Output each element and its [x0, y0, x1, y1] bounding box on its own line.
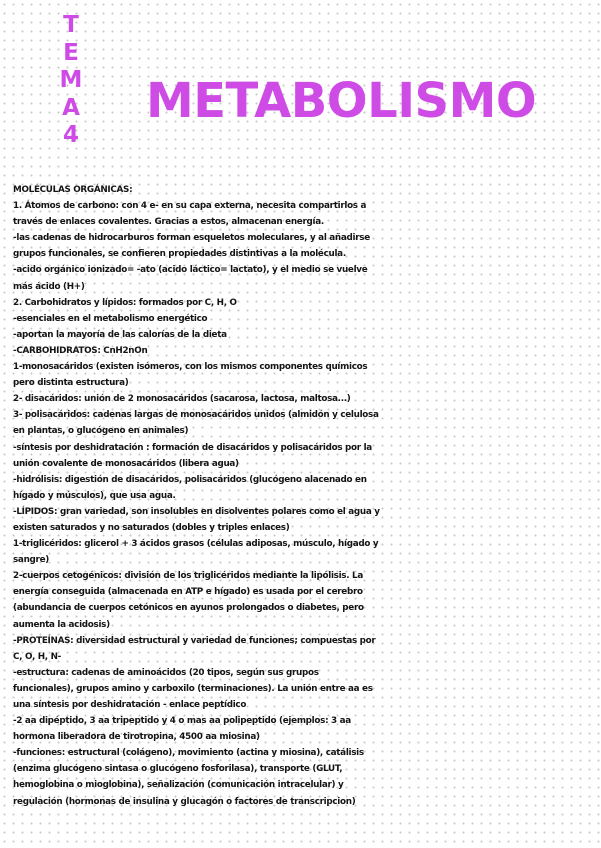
- page-title: METABOLISMO: [146, 73, 537, 129]
- note-line: unión covalente de monosacáridos (libera agua): [13, 458, 239, 469]
- note-line: más ácido (H+): [13, 281, 85, 292]
- note-line: -síntesis por deshidratación : formación de disacáridos y polisacáridos por la: [13, 442, 372, 453]
- note-line: funcionales), grupos amino y carboxilo (terminaciones). La unión entre aa es: [13, 683, 373, 694]
- note-line: -estructura: cadenas de aminoácidos (20 tipos, según sus grupos: [13, 667, 319, 678]
- note-line: hemoglobina o mioglobina), señalización (comunicación intracelular) y: [13, 780, 344, 791]
- note-line: hígado y músculos), que usa agua.: [13, 490, 176, 501]
- note-line: -funciones: estructural (colágeno), movimiento (actina y miosina), catálisis: [13, 748, 364, 759]
- note-line: -CARBOHIDRATOS: CnH2nOn: [13, 345, 148, 356]
- vertical-letter: T: [63, 12, 79, 38]
- note-line: una síntesis por deshidratación - enlace peptídico: [13, 700, 247, 710]
- note-line: sangre): [13, 555, 49, 566]
- notes-body: [13, 182, 593, 810]
- note-line: 1. Átomos de carbono: con 4 e- en su capa externa, necesita compartirlos a: [13, 201, 367, 212]
- note-line: -aportan la mayoría de las calorías de la dieta: [13, 329, 227, 340]
- vertical-letter: M: [59, 67, 83, 93]
- note-line: regulación (hormonas de insulina y glucagón o factores de transcripcion): [13, 796, 356, 807]
- note-line: MOLÉCULAS ORGÁNICAS:: [13, 185, 133, 195]
- note-line: 2. Carbohidratos y lípidos: formados por C, H, O: [13, 297, 237, 308]
- note-line: aumenta la acidosis): [13, 619, 110, 630]
- vertical-letter: 4: [62, 122, 79, 148]
- note-line: -2 aa dipéptido, 3 aa tripeptido y 4 o mas aa polipeptido (ejemplos: 3 aa: [13, 716, 351, 727]
- note-line: C, O, H, N-: [13, 651, 62, 662]
- note-line: en plantas, o glucógeno en animales): [13, 426, 189, 437]
- note-line: hormona liberadora de tirotropina, 4500 aa miosina): [13, 732, 260, 743]
- note-line: pero distinta estructura): [13, 378, 129, 389]
- note-line: 1-triglicéridos: glicerol + 3 ácidos grasos (células adiposas, músculo, hígado y: [13, 539, 379, 550]
- note-line: energía conseguida (almacenada en ATP e hígado) es usada por el cerebro: [13, 587, 363, 598]
- vertical-letter: E: [63, 39, 79, 66]
- note-line: (enzima glucógeno sintasa o glucógeno fosforilasa), transporte (GLUT,: [13, 764, 343, 775]
- note-line: (abundancia de cuerpos cetónicos en ayunos prolongados o diabetes, pero: [13, 603, 364, 614]
- note-line: 1-monosacáridos (existen isómeros, con los mismos componentes químicos: [13, 362, 368, 373]
- note-line: 2-cuerpos cetogénicos: división de los triglicéridos mediante la lipólisis. La: [13, 571, 363, 582]
- note-line: -las cadenas de hidrocarburos forman esqueletos moleculares, y al añadirse: [13, 233, 370, 244]
- note-line: grupos funcionales, se confieren propiedades distintivas a la molécula.: [13, 249, 346, 260]
- note-line: -LÍPIDOS: gran variedad, son insolubles en disolventes polares como el agua y: [13, 506, 380, 517]
- note-line: -PROTEÍNAS: diversidad estructural y variedad de funciones; compuestas por: [13, 635, 376, 646]
- note-line: través de enlaces covalentes. Gracias a estos, almacenan energía.: [13, 217, 324, 228]
- note-line: existen saturados y no saturados (dobles y triples enlaces): [13, 522, 290, 533]
- note-line: -esenciales en el metabolismo energético: [13, 313, 208, 324]
- vertical-topic-label: [58, 12, 84, 150]
- note-line: 2- disacáridos: unión de 2 monosacáridos (sacarosa, lactosa, maltosa...): [13, 394, 351, 405]
- note-line: -hidrólisis: digestión de disacáridos, polisacáridos (glucógeno alacenado en: [13, 474, 367, 485]
- note-line: 3- polisacáridos: cadenas largas de monosacáridos unidos (almidón y celulosa: [13, 410, 379, 421]
- note-line: -acido orgánico ionizado= -ato (acido láctico= lactato), y el medio se vuelve: [13, 265, 368, 276]
- vertical-letter: A: [62, 94, 80, 121]
